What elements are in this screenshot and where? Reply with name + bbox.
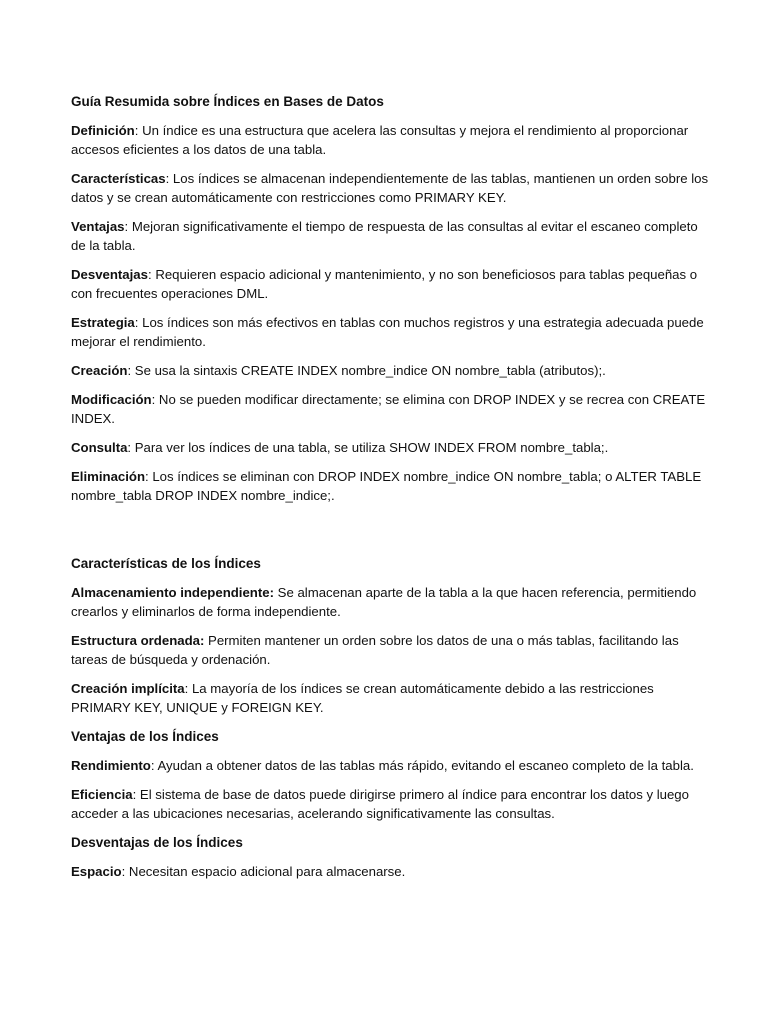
term-text: Requieren espacio adicional y mantenimiento, y no son beneficiosos para tablas pequeñas o con frecuentes operaciones DML. bbox=[71, 267, 698, 301]
list-item: Eficiencia: El sistema de base de datos puede dirigirse primero al índice para encontrar los datos y luego acceder a las ubicaciones necesarias, acelerando significativamente las consultas. bbox=[71, 787, 689, 821]
term-text: Los índices se eliminan con DROP INDEX nombre_indice ON nombre_tabla; o ALTER TABLE nombre_tabla DROP INDEX nombre_indice;. bbox=[71, 469, 702, 503]
list-item: Rendimiento: Ayudan a obtener datos de las tablas más rápido, evitando el escaneo completo de la tabla. bbox=[71, 758, 694, 773]
list-item bbox=[71, 583, 712, 621]
term-label: Creación implícita bbox=[71, 681, 185, 696]
term-text: Se almacenan aparte de la tabla a la que hacen referencia, permitiendo crearlos y eliminarlos de forma independiente. bbox=[71, 585, 697, 619]
term-label: Ventajas bbox=[71, 219, 125, 234]
term-text: Un índice es una estructura que acelera las consultas y mejora el rendimiento al proporcionar accesos eficientes a los datos de una tabla. bbox=[71, 123, 689, 157]
creation-paragraph: Creación: Se usa la sintaxis CREATE INDEX nombre_indice ON nombre_tabla (atributos);. bbox=[71, 363, 606, 378]
term-label: Consulta bbox=[71, 440, 128, 455]
deletion-paragraph: Eliminación: Los índices se eliminan con DROP INDEX nombre_indice ON nombre_tabla; o ALTER TABLE nombre_tabla DROP INDEX nombre_indice;. bbox=[71, 469, 702, 503]
section-heading-disadvantages: Desventajas de los Índices bbox=[71, 835, 243, 850]
term-label: Estrategia bbox=[71, 315, 135, 330]
strategy-paragraph: Estrategia: Los índices son más efectivos en tablas con muchos registros y una estrategia adecuada puede mejorar el rendimiento. bbox=[71, 315, 704, 349]
term-text: Para ver los índices de una tabla, se utiliza SHOW INDEX FROM nombre_tabla;. bbox=[131, 440, 609, 455]
term-label: Estructura ordenada: bbox=[71, 633, 205, 648]
advantages-paragraph: Ventajas: Mejoran significativamente el tiempo de respuesta de las consultas al evitar el escaneo completo de la tabla. bbox=[71, 219, 698, 253]
modification-paragraph: Modificación: No se pueden modificar directamente; se elimina con DROP INDEX y se recrea con CREATE INDEX. bbox=[71, 392, 706, 426]
term-text: Se usa la sintaxis CREATE INDEX nombre_indice ON nombre_tabla (atributos);. bbox=[131, 363, 606, 378]
term-label: Eliminación bbox=[71, 469, 146, 484]
term-label: Características bbox=[71, 171, 166, 186]
term-text: La mayoría de los índices se crean automáticamente debido a las restricciones PRIMARY KEY, UNIQUE y FOREIGN KEY. bbox=[71, 681, 654, 715]
section-spacer bbox=[71, 515, 712, 554]
term-label: Espacio bbox=[71, 864, 122, 879]
characteristics-paragraph: Características: Los índices se almacenan independientemente de las tablas, mantienen un orden sobre los datos y se crean automáticamente con restricciones como PRIMARY KEY. bbox=[71, 171, 709, 205]
term-text: Los índices se almacenan independientemente de las tablas, mantienen un orden sobre los datos y se crean automáticamente con restricciones como PRIMARY KEY. bbox=[71, 171, 709, 205]
term-text: Ayudan a obtener datos de las tablas más rápido, evitando el escaneo completo de la tabla. bbox=[154, 758, 694, 773]
term-label: Modificación bbox=[71, 392, 152, 407]
term-label: Rendimiento bbox=[71, 758, 151, 773]
term-label: Definición bbox=[71, 123, 135, 138]
disadvantages-paragraph: Desventajas: Requieren espacio adicional y mantenimiento, y no son beneficiosos para tablas pequeñas o con frecuentes operaciones DML. bbox=[71, 267, 698, 301]
section-heading-advantages: Ventajas de los Índices bbox=[71, 729, 219, 744]
term-text: Permiten mantener un orden sobre los datos de una o más tablas, facilitando las tareas de búsqueda y ordenación. bbox=[71, 633, 679, 667]
term-label: Creación bbox=[71, 363, 128, 378]
section-heading-characteristics: Características de los Índices bbox=[71, 556, 261, 571]
term-label: Almacenamiento independiente: bbox=[71, 585, 274, 600]
term-label: Desventajas bbox=[71, 267, 148, 282]
list-item: Espacio: Necesitan espacio adicional para almacenarse. bbox=[71, 864, 406, 879]
term-text: Los índices son más efectivos en tablas con muchos registros y una estrategia adecuada puede mejorar el rendimiento. bbox=[71, 315, 704, 349]
term-text: El sistema de base de datos puede dirigirse primero al índice para encontrar los datos y luego acceder a las ubicaciones necesarias, acelerando significativamente las consultas. bbox=[71, 787, 689, 821]
list-item bbox=[71, 631, 712, 669]
list-item: Creación implícita: La mayoría de los índices se crean automáticamente debido a las restricciones PRIMARY KEY, UNIQUE y FOREIGN KEY. bbox=[71, 681, 654, 715]
definition-paragraph: Definición: Un índice es una estructura que acelera las consultas y mejora el rendimiento al proporcionar accesos eficientes a los datos de una tabla. bbox=[71, 123, 689, 157]
query-paragraph: Consulta: Para ver los índices de una tabla, se utiliza SHOW INDEX FROM nombre_tabla;. bbox=[71, 440, 609, 455]
term-text: Necesitan espacio adicional para almacenarse. bbox=[125, 864, 406, 879]
term-text: No se pueden modificar directamente; se elimina con DROP INDEX y se recrea con CREATE INDEX. bbox=[71, 392, 706, 426]
term-text: Mejoran significativamente el tiempo de respuesta de las consultas al evitar el escaneo completo de la tabla. bbox=[71, 219, 698, 253]
term-label: Eficiencia bbox=[71, 787, 133, 802]
document-title: Guía Resumida sobre Índices en Bases de Datos bbox=[71, 94, 384, 109]
